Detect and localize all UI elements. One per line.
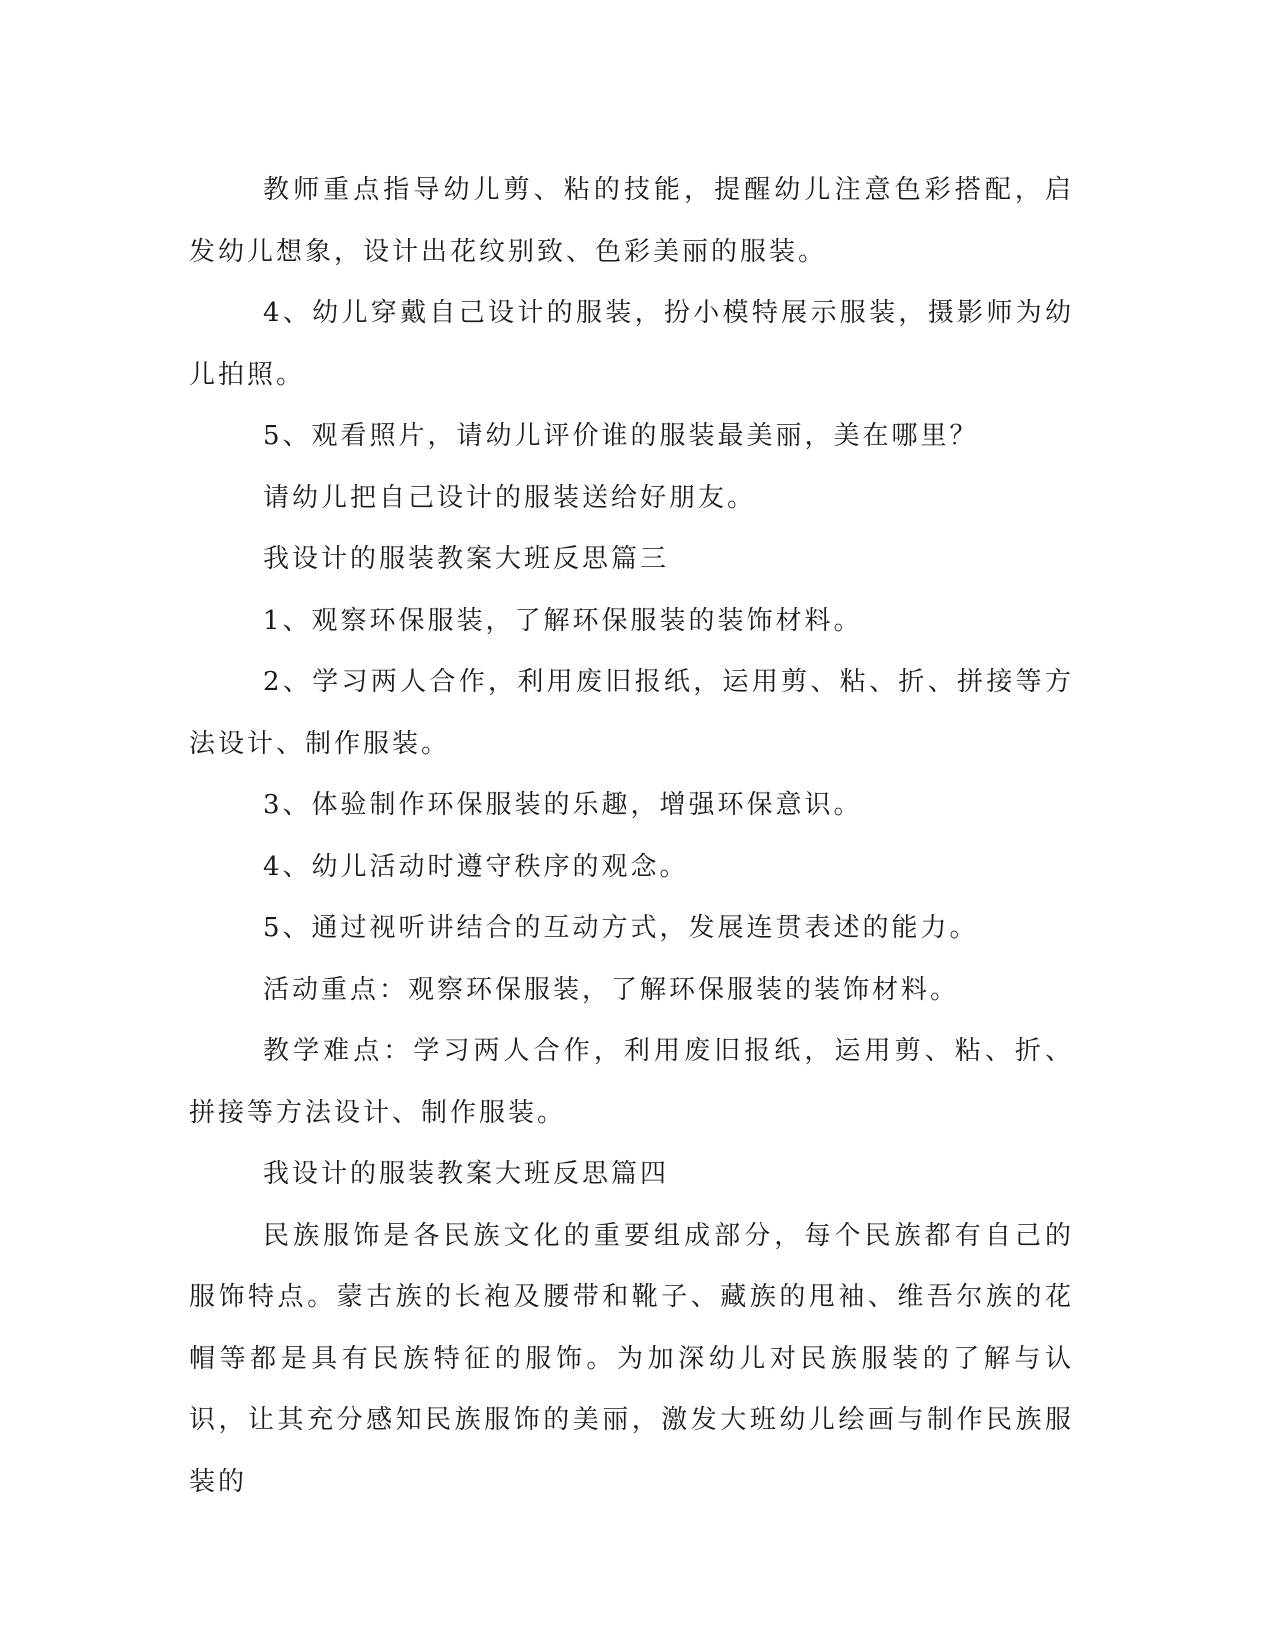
paragraph-step-5: 5、观看照片，请幼儿评价谁的服装最美丽，美在哪里？ [263, 421, 979, 451]
section-heading-3: 我设计的服装教案大班反思篇三 [263, 544, 670, 574]
goal-3: 3、体验制作环保服装的乐趣，增强环保意识。 [263, 790, 863, 820]
goal-1: 1、观察环保服装，了解环保服装的装饰材料。 [263, 605, 863, 636]
paragraph-guidance: 教师重点指导幼儿剪、粘的技能，提醒幼儿注意色彩搭配，启发幼儿想象，设计出花纹别致、色彩美丽的服装。 [189, 175, 1074, 267]
key-point: 活动重点：观察环保服装，了解环保服装的装饰材料。 [263, 974, 960, 1005]
goal-4: 4、幼儿活动时遵守秩序的观念。 [263, 851, 689, 882]
section-heading-4: 我设计的服装教案大班反思篇四 [263, 1159, 670, 1189]
goal-5: 5、通过视听讲结合的互动方式，发展连贯表述的能力。 [263, 913, 979, 943]
paragraph-step-4: 4、幼儿穿戴自己设计的服装，扮小模特展示服装，摄影师为幼儿拍照。 [189, 298, 1074, 390]
paragraph-ethnic-costume: 民族服饰是各民族文化的重要组成部分，每个民族都有自己的服饰特点。蒙古族的长袍及腰带和靴子、藏族的甩袖、维吾尔族的花帽等都是具有民族特征的服饰。为加深幼儿对民族服装的了解与认识，让其充分感知民族服饰的美丽，激发大班幼儿绘画与制作民族服装的 [189, 1220, 1074, 1497]
document-body [189, 160, 1074, 1513]
paragraph-gift: 请幼儿把自己设计的服装送给好朋友。 [263, 482, 757, 513]
difficult-point: 教学难点：学习两人合作，利用废旧报纸，运用剪、粘、折、拼接等方法设计、制作服装。 [189, 1036, 1074, 1128]
goal-2: 2、学习两人合作，利用废旧报纸，运用剪、粘、折、拼接等方法设计、制作服装。 [189, 667, 1074, 759]
